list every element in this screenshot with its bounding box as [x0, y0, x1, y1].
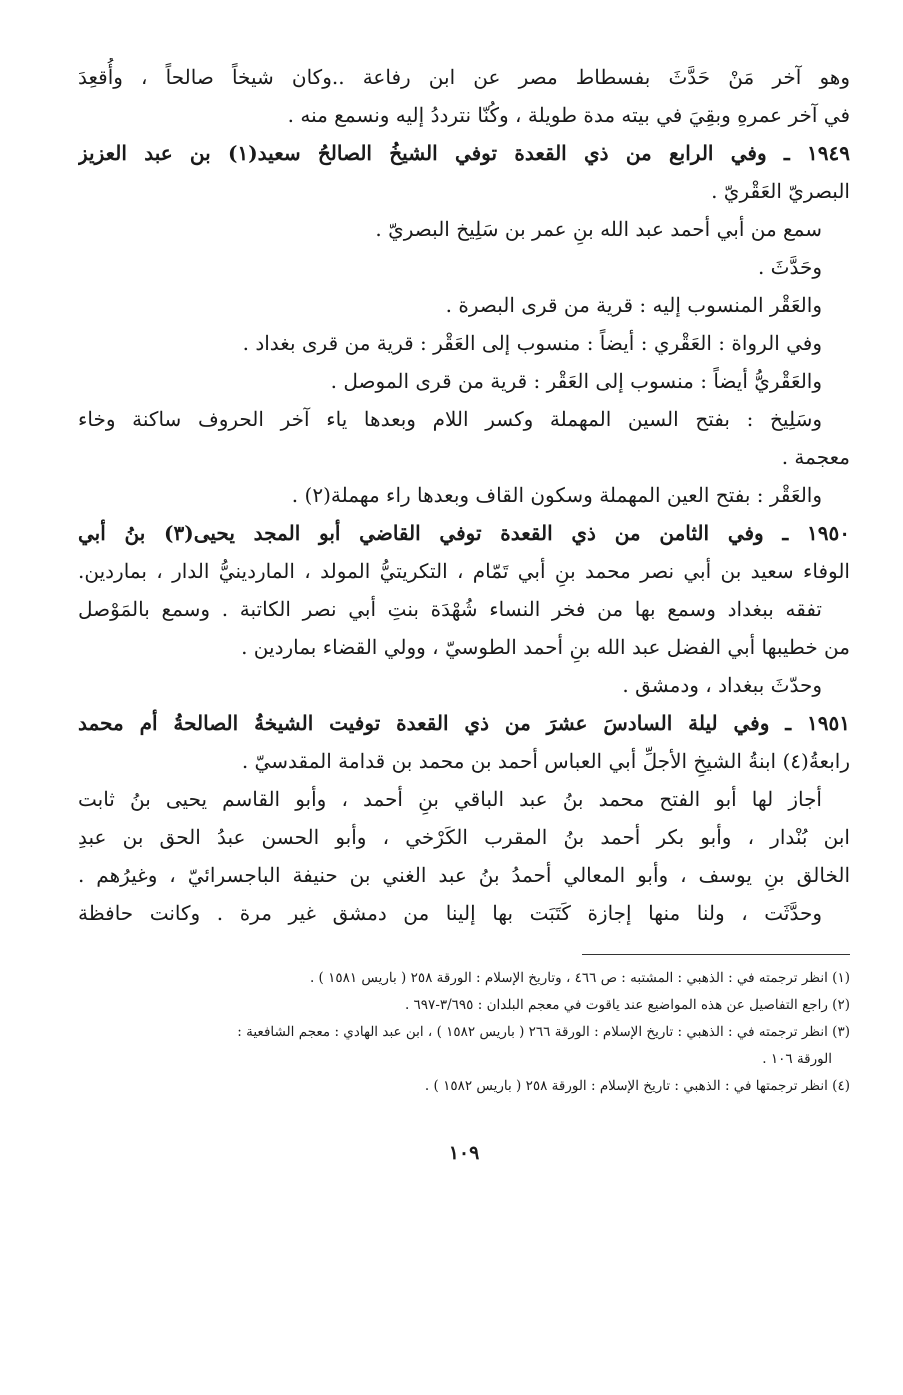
text-line: سمع من أبي أحمد عبد الله بنِ عمر بن سَلِيخ البصريّ . — [375, 217, 822, 241]
text-line: والعَقْر : بفتح العين المهملة وسكون القاف وبعدها راء مهملة(٢) . — [291, 483, 822, 507]
text-line: في آخر عمرهِ وبقِيَ في بيته مدة طويلة ، وكُنّا نترددُ إليه ونسمع منه . — [287, 103, 850, 127]
entry-heading-1951: ١٩٥١ ـ وفي ليلة السادسَ عشرَ من ذي القعدة توفيت الشيخةُ الصالحةُ أم محمد — [78, 711, 850, 735]
footnote: (٢) راجع التفاصيل عن هذه المواضيع عند ياقوت في معجم البلدان : ٣/٦٩٥-٦٩٧ . — [404, 997, 850, 1013]
text-line: أجاز لها أبو الفتح محمد بنُ عبد الباقي بنِ أحمد ، وأبو القاسم يحيى بنُ ثابت — [78, 787, 822, 811]
text-line: الوفاء سعيد بن أبي نصر محمد بنِ أبي تَمّام ، التكريتيُّ المولد ، الماردينيُّ الدار ، بماردين. — [78, 559, 850, 583]
text-line: تفقه ببغداد وسمع بها من فخر النساء شُهْدَة بنتِ أبي نصر الكاتبة . وسمع بالمَوْصل — [78, 597, 822, 621]
footnotes — [78, 965, 850, 1100]
text-line: وحَدَّثَ . — [757, 255, 822, 279]
text-line: والعَقْر المنسوب إليه : قرية من قرى البصرة . — [445, 293, 822, 317]
text-line: معجمة . — [781, 445, 850, 469]
text-line: رابعةُ(٤) ابنةُ الشيخِ الأجلِّ أبي العباس أحمد بن محمد بن قدامة المقدسيّ . — [241, 749, 850, 773]
text-line: وحدّثَ ببغداد ، ودمشق . — [622, 673, 822, 697]
text-line: البصريّ العَقْريّ . — [711, 179, 850, 203]
text-line: من خطيبها أبي الفضل عبد الله بنِ أحمد الطوسيّ ، وولي القضاء بماردين . — [241, 635, 850, 659]
text-line: وهو آخر مَنْ حَدَّثَ بفسطاط مصر عن ابن رفاعة ..وكان شيخاً صالحاً ، وأُقعِدَ — [78, 65, 850, 89]
entry-heading-1949: ١٩٤٩ ـ وفي الرابع من ذي القعدة توفي الشيخُ الصالحُ سعيد(١) بن عبد العزيز — [78, 141, 850, 165]
book-page — [78, 58, 850, 1164]
page-number: ١٠٩ — [448, 1142, 480, 1164]
footnote: (٣) انظر ترجمته في : الذهبي : تاريخ الإسلام : الورقة ٢٦٦ ( باريس ١٥٨٢ ) ، ابن عبد الهادي : معجم الشافعية : — [237, 1024, 850, 1040]
main-text — [78, 58, 850, 932]
text-line: وحدَّثَت ، ولنا منها إجازة كَتَبَت بها إلينا من دمشق غير مرة . وكانت حافظة — [78, 901, 822, 925]
footnote: (٤) انظر ترجمتها في : الذهبي : تاريخ الإسلام : الورقة ٢٥٨ ( باريس ١٥٨٢ ) . — [424, 1078, 850, 1094]
text-line: وفي الرواة : العَقْري : أيضاً : منسوب إلى العَقْر : قرية من قرى بغداد . — [242, 331, 822, 355]
text-line: والعَقْريُّ أيضاً : منسوب إلى العَقْر : قرية من قرى الموصل . — [330, 369, 822, 393]
footnote-continuation: الورقة ١٠٦ . — [762, 1051, 832, 1067]
entry-heading-1950: ١٩٥٠ ـ وفي الثامن من ذي القعدة توفي القاضي أبو المجد يحيى(٣) بنُ أبي — [78, 521, 850, 545]
text-line: وسَلِيخ : بفتح السين المهملة وكسر اللام وبعدها ياء آخر الحروف ساكنة وخاء — [78, 407, 822, 431]
footnote-divider — [582, 954, 850, 955]
text-line: ابن بُنْدار ، وأبو بكر أحمد بنُ المقرب الكَرْخي ، وأبو الحسن عبدُ الحق بن عبدِ — [78, 825, 850, 849]
text-line: الخالق بنِ يوسف ، وأبو المعالي أحمدُ بنُ عبد الغني بن حنيفة الباجسرائيّ ، وغيرُهم . — [78, 863, 850, 887]
footnote: (١) انظر ترجمته في : الذهبي : المشتبه : ص ٤٦٦ ، وتاريخ الإسلام : الورقة ٢٥٨ ( باريس ١٥٨١ ) . — [309, 970, 850, 986]
